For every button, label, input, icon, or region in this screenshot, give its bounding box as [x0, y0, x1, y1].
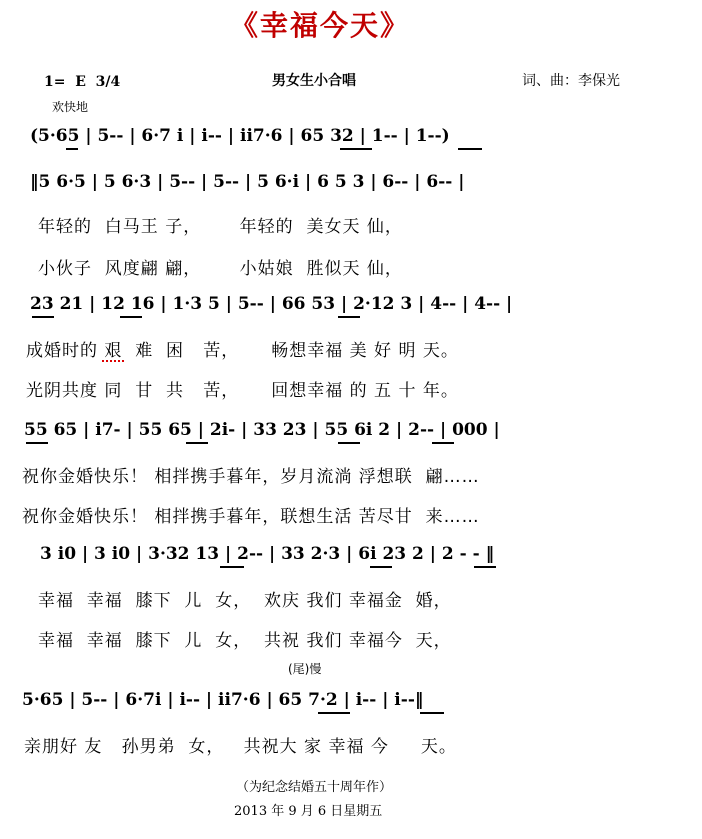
- performers: 男女生小合唱: [272, 73, 356, 89]
- underline-mark: [370, 566, 392, 568]
- song-title: 《幸福今天》: [230, 9, 411, 42]
- lyric-line-5: 亲朋好 友 孙男弟 女， 共祝大 家 幸福 今 天。: [24, 737, 457, 757]
- lyric-line-2a: 成婚时的 艰 难 困 苦， 畅想幸福 美 好 明 天。: [26, 341, 459, 361]
- underline-mark: [432, 442, 454, 444]
- notation-line-5: 3 i0 | 3 i0 | 3·32 13 | 2-- | 33 2·3 | 6i 23 2 | 2 - - ‖: [40, 544, 495, 564]
- lyric-line-1b: 小伙子 风度翩 翩， 小姑娘 胜似天 仙，: [38, 259, 403, 279]
- underline-mark: [220, 566, 244, 568]
- ending-marking: (尾)慢: [288, 662, 322, 676]
- dedication: （为纪念结婚五十周年作）: [236, 780, 393, 795]
- credits: 词、曲：李保光: [522, 73, 620, 89]
- lyric-line-4a: 幸福 幸福 膝下 儿 女， 欢庆 我们 幸福金 婚，: [38, 591, 452, 611]
- notation-line-6: 5·65 | 5-- | 6·7i | i-- | ii7·6 | 65 7·2 | i-- | i--‖: [22, 690, 424, 710]
- notation-line-3: 23 21 | 12 16 | 1·3 5 | 5-- | 66 53 | 2·12 3 | 4-- | 4-- |: [30, 294, 513, 314]
- underline-mark: [318, 712, 350, 714]
- lyric-line-3b: 祝你金婚快乐！ 相拌携手暮年，联想生活 苦尽甘 来……: [22, 507, 480, 527]
- underline-mark: [26, 442, 48, 444]
- spellcheck-underline: [102, 356, 124, 362]
- underline-mark: [420, 712, 444, 714]
- underline-mark: [186, 442, 208, 444]
- composition-date: 2013 年 9 月 6 日星期五: [234, 804, 383, 819]
- underline-mark: [338, 316, 360, 318]
- tempo-marking: 欢快地: [52, 100, 89, 114]
- underline-mark: [340, 148, 372, 150]
- underline-mark: [338, 442, 360, 444]
- notation-line-2: ‖5 6·5 | 5 6·3 | 5-- | 5-- | 5 6·i | 6 5 3 | 6-- | 6-- |: [30, 172, 465, 192]
- notation-line-1: (5·65 | 5-- | 6·7 i | i-- | ii7·6 | 65 32 | 1-- | 1--): [30, 126, 450, 146]
- underline-mark: [66, 148, 78, 150]
- underline-mark: [458, 148, 482, 150]
- lyric-line-1a: 年轻的 白马王 子， 年轻的 美女天 仙，: [38, 217, 403, 237]
- underline-mark: [474, 566, 496, 568]
- key-signature: 1= E 3/4: [44, 74, 121, 90]
- underline-mark: [120, 316, 142, 318]
- lyric-line-2b: 光阴共度 同 甘 共 苦， 回想幸福 的 五 十 年。: [26, 381, 459, 401]
- lyric-line-4b: 幸福 幸福 膝下 儿 女， 共祝 我们 幸福今 天，: [38, 631, 452, 651]
- underline-mark: [32, 316, 54, 318]
- notation-line-4: 55 65 | i7- | 55 65 | 2i- | 33 23 | 55 6i 2 | 2-- | 000 |: [24, 420, 500, 440]
- lyric-line-3a: 祝你金婚快乐！ 相拌携手暮年，岁月流淌 浮想联 翩……: [22, 467, 480, 487]
